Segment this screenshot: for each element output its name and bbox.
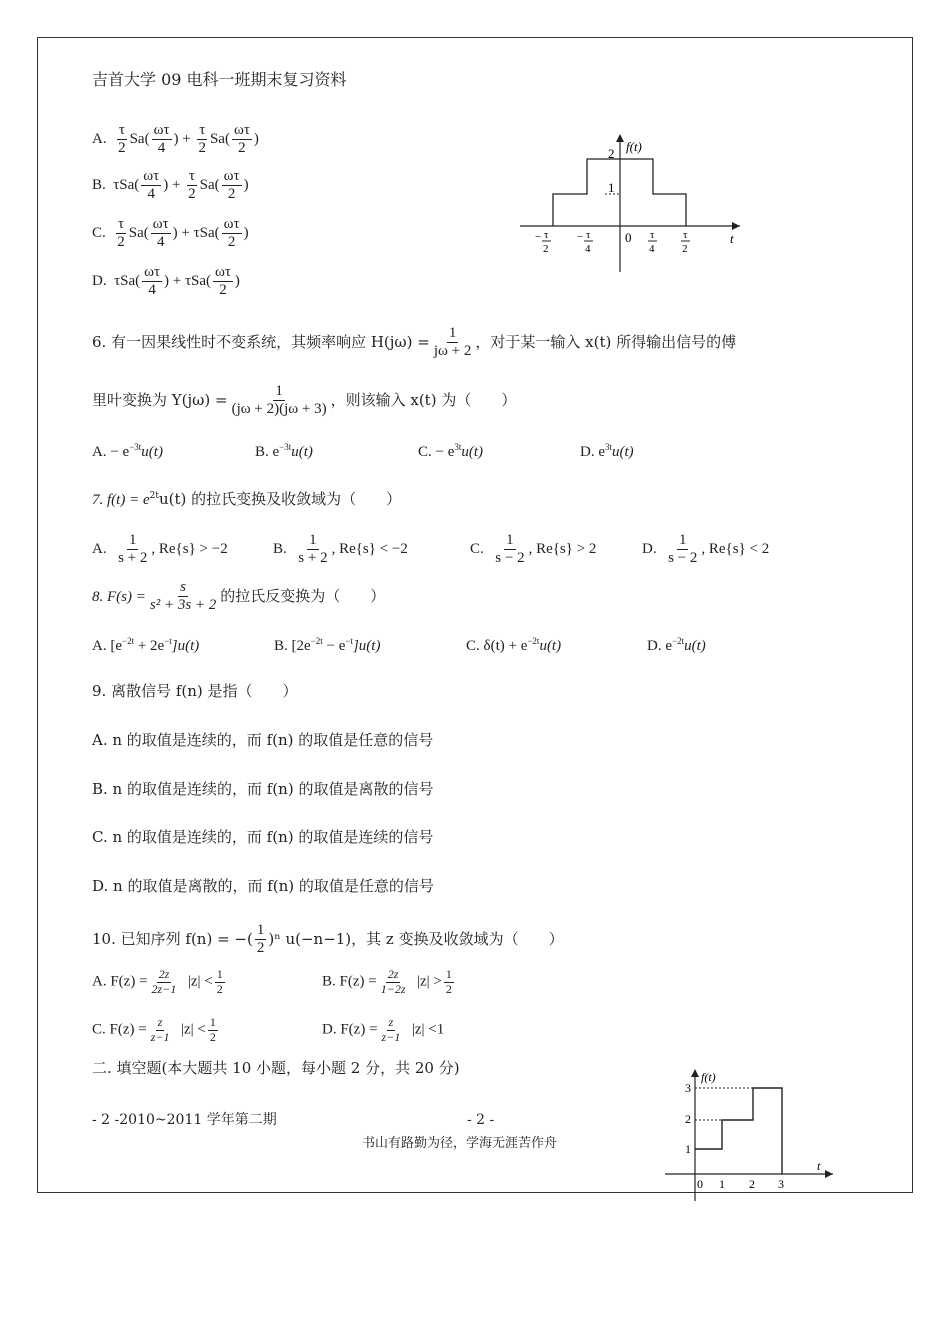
footer-term: - 2 -2010~2011 学年第二期 (92, 1112, 277, 1128)
svg-text:−: − (535, 231, 542, 243)
q8-stem: 8. F(s) = $\frac{s}{\text{s² + 3s + 2}}$ 的拉氏反变换为（ ） (92, 579, 386, 614)
q7-stem: 7. $f(t) = e^{2t}u(t)$ 的拉氏变换及收敛域为（ ） (92, 490, 402, 508)
svg-text:τ: τ (650, 229, 655, 241)
q10-option-c: C. F(z) = $\frac{z}{z-1}$ |z| < $\frac{1}{2}$ (92, 1015, 216, 1044)
q7-option-d: D. $\frac{1}{s - 2}$ , Re{s} < 2 (642, 532, 770, 567)
q9-stem: 9. 离散信号 f(n) 是指（ ） (92, 682, 298, 700)
q9-option-c: C. n 的取值是连续的，而 f(n) 的取值是连续的信号 (92, 828, 434, 846)
q6-option-b: B. $e^{-3t}u(t)$ (255, 442, 313, 460)
svg-text:2: 2 (682, 243, 688, 255)
y-tick-1: 1 (685, 1142, 691, 1156)
svg-text:4: 4 (649, 243, 655, 255)
q10-stem: 10. 已知序列 f(n) = −( $\frac{1}{2}$ )ⁿ u(−n−1)，其 z 变换及收敛域为（ ） (92, 922, 564, 957)
y-tick-1: 1 (608, 180, 615, 195)
q5-pulse-figure (515, 130, 750, 275)
q6-option-a: A. − $e^{-3t}u(t)$ (92, 442, 163, 460)
q7-option-b: B. $\frac{1}{s + 2}$ , Re{s} < −2 (273, 532, 408, 567)
x-tick-0: 0 (697, 1177, 703, 1191)
svg-text:4: 4 (585, 243, 591, 255)
y-tick-2: 2 (608, 146, 615, 161)
q5-option-d: D. τSa( $\frac{\omega\tau}{4}$ ) + τSa( $\frac{\omega\tau}{2}$ ) (92, 264, 240, 299)
x-tick-3: 3 (778, 1177, 784, 1191)
y-axis-arrow (691, 1069, 699, 1077)
t-axis-label: t (730, 231, 734, 246)
x-axis-arrow (825, 1170, 833, 1178)
tick-tau-4 (648, 229, 657, 255)
f-of-t-label: f(t) (626, 139, 642, 154)
y-tick-2: 2 (685, 1112, 691, 1126)
svg-text:τ: τ (544, 229, 549, 241)
q9-option-d: D. n 的取值是离散的，而 f(n) 的取值是任意的信号 (92, 877, 434, 895)
f-of-t-label: f(t) (701, 1070, 716, 1084)
y-axis-arrow (616, 134, 624, 142)
section-2-heading: 二. 填空题(本大题共 10 小题，每小题 2 分，共 20 分) (92, 1059, 460, 1077)
x-tick-2: 2 (749, 1177, 755, 1191)
q5-option-b: B. τSa( $\frac{\omega\tau}{4}$ ) + $\frac{\tau}{2}$ Sa( $\frac{\omega\tau}{2}$ ) (92, 168, 249, 203)
q10-option-b: B. F(z) = $\frac{2z}{1-2z}$ |z| > $\frac{1}{2}$ (322, 967, 452, 996)
step-function-figure (665, 1065, 845, 1205)
y-tick-3: 3 (685, 1081, 691, 1095)
q10-option-d: D. F(z) = $\frac{z}{z-1}$ |z| <1 (322, 1015, 445, 1044)
q6-option-c: C. − $e^{3t}u(t)$ (418, 442, 484, 460)
svg-text:−: − (577, 231, 584, 243)
t-axis-label: t (817, 1159, 821, 1173)
origin-label: 0 (625, 230, 632, 245)
q5-option-a: A. $\frac{\tau}{2}$ Sa( $\frac{\omega\tau}{4}$ ) + $\frac{\tau}{2}$ Sa( $\frac{\omega\tau}{2}$ ) (92, 122, 259, 157)
tick-tau-2 (681, 229, 690, 255)
svg-text:τ: τ (586, 229, 591, 241)
q6-stem-line2: 里叶变换为 Y(jω) = $\frac{1}{(j\omega + 2)(j\omega + 3)}$ ，则该输入 x(t) 为（ ） (92, 383, 517, 418)
x-tick-1: 1 (719, 1177, 725, 1191)
svg-text:τ: τ (683, 229, 688, 241)
q8-option-d: D. $e^{-2t}u(t)$ (647, 636, 706, 654)
q10-option-a: A. F(z) = $\frac{2z}{2z-1}$ |z| < $\frac{1}{2}$ (92, 967, 223, 996)
x-axis-arrow (732, 222, 740, 230)
q6-option-d: D. $e^{3t}u(t)$ (580, 442, 634, 460)
q9-option-b: B. n 的取值是连续的，而 f(n) 的取值是离散的信号 (92, 780, 434, 798)
footer-page-number: - 2 - (467, 1112, 495, 1128)
q8-option-a: A. $[e^{-2t} + 2e^{-t}]u(t)$ (92, 636, 200, 654)
q7-option-c: C. $\frac{1}{s - 2}$ , Re{s} > 2 (470, 532, 597, 567)
step-waveform (695, 1088, 782, 1174)
q9-option-a: A. n 的取值是连续的，而 f(n) 的取值是任意的信号 (92, 731, 434, 749)
q6-stem-line1: 6. 有一因果线性时不变系统，其频率响应 H(jω) = $\frac{1}{j\omega + 2}$ ，对于某一输入 x(t) 所得输出信号的傅 (92, 325, 737, 360)
tick-neg-tau-2 (535, 229, 551, 255)
document-header: 吉首大学 09 电科一班期末复习资料 (92, 70, 347, 89)
q8-option-b: B. $[2e^{-2t} - e^{-t}]u(t)$ (274, 636, 381, 654)
tick-neg-tau-4 (577, 229, 593, 255)
q8-option-c: C. $\delta(t) + e^{-2t}u(t)$ (466, 636, 562, 654)
footer-motto: 书山有路勤为径，学海无涯苦作舟 (362, 1136, 558, 1151)
svg-text:2: 2 (543, 243, 549, 255)
q7-option-a: A. $\frac{1}{s + 2}$ , Re{s} > −2 (92, 532, 228, 567)
q5-option-c: C. $\frac{\tau}{2}$ Sa( $\frac{\omega\tau}{4}$ ) + τSa( $\frac{\omega\tau}{2}$ ) (92, 216, 249, 251)
